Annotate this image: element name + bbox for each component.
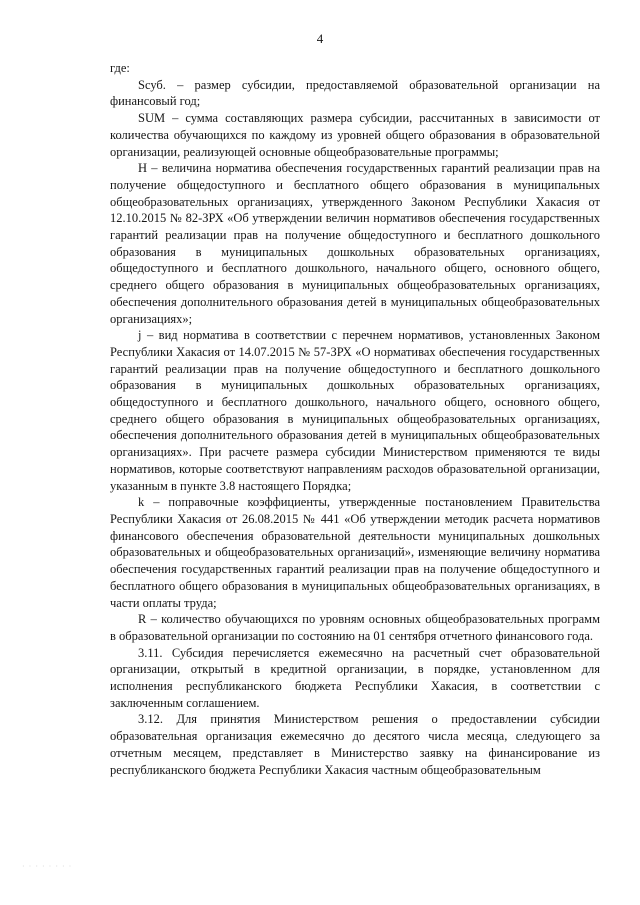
paragraph-where: где: (110, 61, 130, 75)
paragraph-k-definition: k – поправочные коэффициенты, утвержденные постановлением Правительства Республики Хакасия от 26.08.2015 № 441 «Об утверждении методик расчета нормативов финансового обеспечения образовательной деятельности муниципальных дошкольных образовательных и общеобразовательных организаций», изменяющие величину норматива обеспечения государственных гарантий реализации прав на получение общедоступного и бесплатного общего образования в муниципальных общеобразовательных организациях, в части оплаты труда; (110, 495, 600, 610)
paragraph-clause-3-12: 3.12. Для принятия Министерством решения о предоставлении субсидии образовательная организация ежемесячно до десятого числа месяца, следующего за отчетным месяцем, представляет в Министерство заявку на финансирование из республиканского бюджета Республики Хакасия частным общеобразовательным (110, 712, 600, 777)
paragraph-h-definition: Н – величина норматива обеспечения государственных гарантий реализации прав на получение общедоступного и бесплатного общего образования в муниципальных общеобразовательных организациях, утвержденного Законом Республики Хакасия от 12.10.2015 № 82-ЗРХ «Об утверждении величин нормативов обеспечения государственных гарантий реализации прав на получение общедоступного и бесплатного дошкольного образования в муниципальных дошкольных образовательных организациях, общедоступного и бесплатного дошкольного, начального общего, основного общего, среднего общего образования в муниципальных общеобразовательных организациях, обеспечения дополнительного образования детей в муниципальных общеобразовательных организациях»; (110, 161, 600, 326)
paragraph-ssub-definition: Sсуб. – размер субсидии, предоставляемой образовательной организации на финансовый год; (110, 77, 600, 109)
paragraph-j-definition: j – вид норматива в соответствии с перечнем нормативов, установленных Законом Республики Хакасия от 14.07.2015 № 57-ЗРХ «О нормативах обеспечения государственных гарантий реализации прав на получение общедоступного и бесплатного дошкольного образования в муниципальных дошкольных образовательных организациях, общедоступного и бесплатного дошкольного, начального общего, основного общего, среднего общего образования в муниципальных общеобразовательных организациях, обеспечения дополнительного образования детей в муниципальных общеобразовательных организациях». При расчете размера субсидии Министерством применяются те виды нормативов, которые соответствуют направлениям расходов образовательной организации, указанным в пункте 3.8 настоящего Порядка; (110, 328, 600, 493)
paragraph-clause-3-11: 3.11. Субсидия перечисляется ежемесячно на расчетный счет образовательной организации, открытый в кредитной организации, в порядке, установленном для исполнения республиканского бюджета Республики Хакасия, в соответствии с заключенным соглашением. (110, 645, 600, 710)
document-body (110, 60, 600, 778)
paragraph-sum-definition: SUM – сумма составляющих размера субсидии, рассчитанных в зависимости от количества обучающихся по каждому из уровней общего образования в образовательной организации, реализующей основные общеобразовательные программы; (110, 111, 600, 159)
paragraph-r-definition: R – количество обучающихся по уровням основных общеобразовательных программ в образовательной организации по состоянию на 01 сентября отчетного финансового года. (110, 612, 600, 643)
scan-artifact: · · · · · · · · (22, 862, 73, 871)
page-number: 4 (316, 31, 324, 46)
